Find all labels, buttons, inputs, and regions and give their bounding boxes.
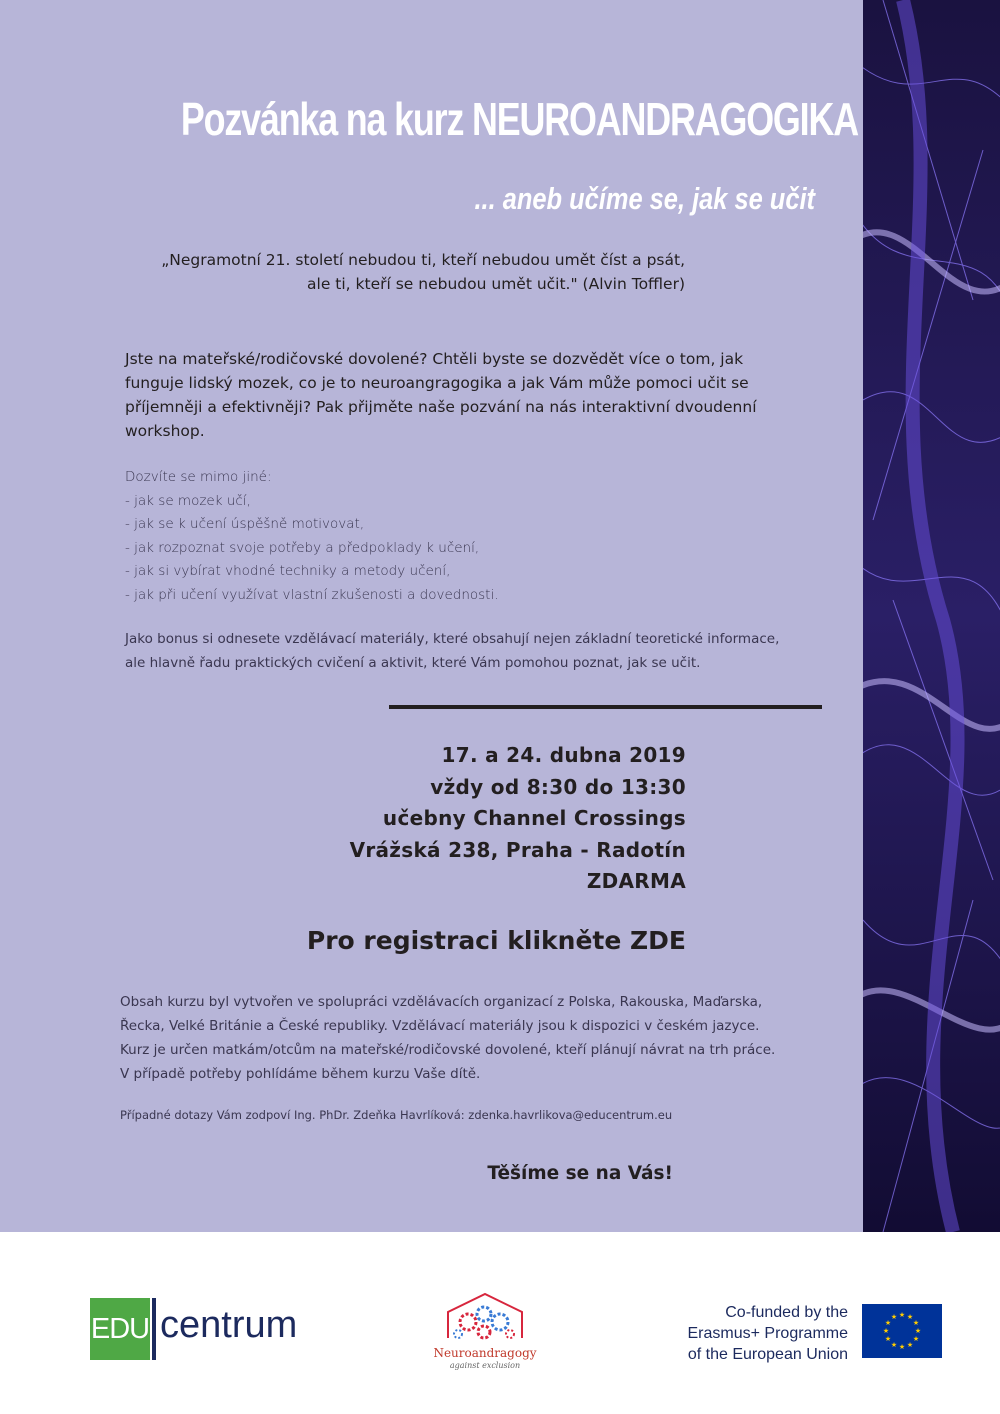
- erasmus-line: of the European Union: [687, 1346, 848, 1363]
- bonus-line: ale hlavně řadu praktických cvičení a aktivit, které Vám pomohou poznat, jak se učit.: [125, 654, 701, 671]
- section-divider: [389, 705, 822, 709]
- svg-text:★: ★: [890, 1313, 898, 1321]
- page-title: Pozvánka na kurz NEUROANDRAGOGIKA: [180, 93, 858, 145]
- about-line: V případě potřeby pohlídáme během kurzu Vaše dítě.: [120, 1066, 481, 1082]
- contact-info: Případné dotazy Vám zodpoví Ing. PhDr. Zdeňka Havrlíková: zdenka.havrlikova@educentrum.eu: [120, 1108, 673, 1122]
- learning-list-item: - jak při učení využívat vlastní zkušenosti a dovednosti.: [125, 586, 499, 603]
- eu-flag-icon: [862, 1304, 942, 1358]
- page-subtitle: ... aneb učíme se, jak se učit: [474, 181, 815, 216]
- gears-house-icon: [420, 1290, 550, 1346]
- learning-list-heading: Dozvíte se mimo jiné:: [125, 469, 272, 485]
- svg-text:★: ★: [882, 1327, 890, 1335]
- erasmus-line: Co-funded by the: [725, 1304, 848, 1321]
- intro-line: příjemněji a efektivněji? Pak přijměte naše pozvání na nás interaktivní dvoudenní: [125, 398, 757, 416]
- educentrum-logo-word: centrum: [160, 1304, 298, 1346]
- bonus-paragraph: [125, 628, 825, 675]
- about-line: Řecka, Velké Británie a České republiky. Vzdělávací materiály jsou k dispozici v českém jazyce.: [120, 1018, 760, 1034]
- svg-text:★: ★: [898, 1311, 906, 1319]
- event-time: vždy od 8:30 do 13:30: [430, 774, 686, 799]
- about-paragraph: [120, 990, 840, 1086]
- quote-line: ale ti, kteří se nebudou umět učit." (Alvin Toffler): [307, 275, 685, 293]
- erasmus-line: Erasmus+ Programme: [687, 1325, 848, 1342]
- learning-list-item: - jak si vybírat vhodné techniky a metody učení,: [125, 563, 451, 579]
- intro-paragraph: [125, 347, 825, 443]
- toffler-quote: [85, 248, 685, 296]
- about-line: Obsah kurzu byl vytvořen ve spolupráci vzdělávacích organizací z Polska, Rakouska, Maďarska,: [120, 994, 763, 1010]
- learning-list-item: - jak se mozek učí,: [125, 492, 251, 509]
- svg-text:★: ★: [914, 1327, 922, 1335]
- intro-line: Jste na mateřské/rodičovské dovolené? Chtěli byste se dozvědět více o tom, jak: [125, 350, 744, 368]
- neuroandragogy-logo: [420, 1290, 550, 1380]
- neuron-artwork: [863, 0, 1000, 1232]
- learning-list-item: - jak se k učení úspěšně motivovat,: [125, 516, 365, 532]
- event-details: [186, 740, 686, 898]
- svg-text:★: ★: [884, 1319, 892, 1327]
- intro-line: funguje lidský mozek, co je to neuroangragogika a jak Vám může pomoci učit se: [125, 374, 749, 392]
- neuron-image: [863, 0, 1000, 1232]
- neuroandragogy-tagline: against exclusion: [449, 1361, 521, 1370]
- learning-list: [125, 466, 825, 607]
- register-link[interactable]: Pro registraci klikněte ZDE: [306, 926, 686, 955]
- svg-text:★: ★: [906, 1313, 914, 1321]
- educentrum-logo-bar: [152, 1298, 156, 1360]
- svg-text:★: ★: [890, 1341, 898, 1349]
- eu-stars-icon: [862, 1304, 942, 1358]
- event-date: 17. a 24. dubna 2019: [441, 743, 686, 767]
- svg-text:★: ★: [898, 1343, 906, 1351]
- event-price: ZDARMA: [586, 869, 686, 893]
- bonus-line: Jako bonus si odnesete vzdělávací materiály, které obsahují nejen základní teoretické informace,: [125, 631, 780, 647]
- learning-list-item: - jak rozpoznat svoje potřeby a předpoklady k učení,: [125, 539, 480, 556]
- svg-text:★: ★: [906, 1341, 914, 1349]
- neuroandragogy-name: Neuroandragogy: [433, 1346, 537, 1360]
- quote-line: „Negramotní 21. století nebudou ti, kteří nebudou umět číst a psát,: [161, 251, 685, 269]
- event-address: Vrážská 238, Praha - Radotín: [349, 837, 686, 862]
- closing-greeting: Těšíme se na Vás!: [487, 1163, 673, 1184]
- svg-text:★: ★: [912, 1319, 920, 1327]
- educentrum-logo-box: EDU: [90, 1298, 150, 1360]
- about-line: Kurz je určen matkám/otcům na mateřské/rodičovské dovolené, kteří plánují návrat na trh práce.: [120, 1042, 776, 1058]
- intro-line: workshop.: [125, 422, 205, 440]
- erasmus-cofunding-text: [660, 1302, 848, 1365]
- svg-text:★: ★: [884, 1335, 892, 1343]
- svg-text:★: ★: [912, 1335, 920, 1343]
- event-venue: učebny Channel Crossings: [382, 806, 686, 830]
